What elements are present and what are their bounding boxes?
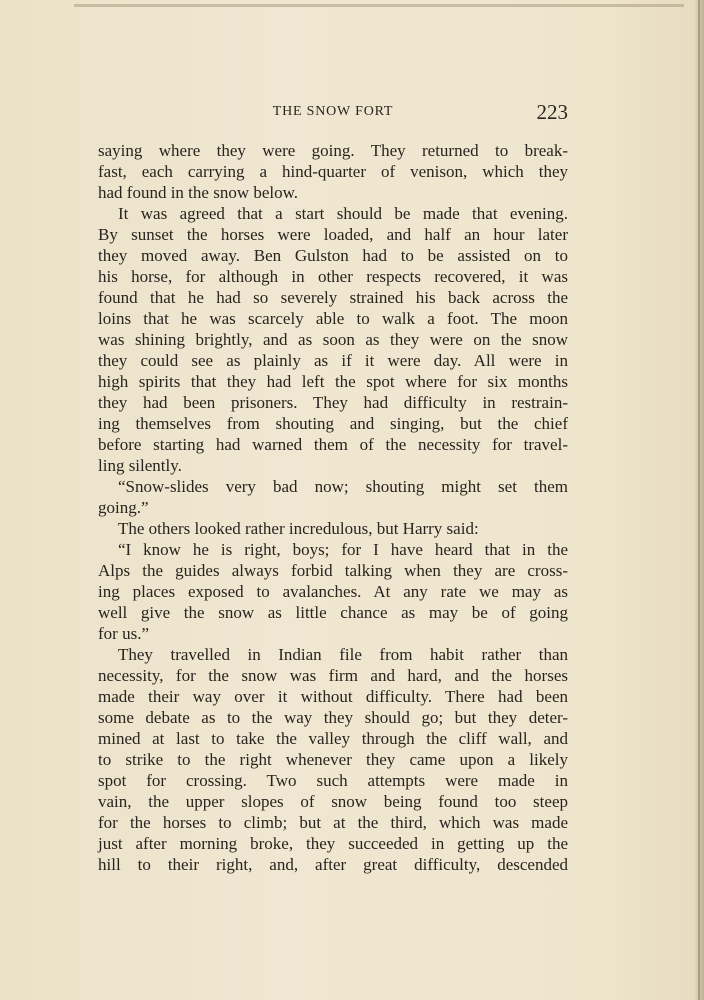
text-line: going.” [98,498,149,517]
text-line: fast, each carrying a hind-quarter of venison, which they [98,162,568,181]
running-title: THE SNOW FORT [272,104,394,119]
text-line: was shining brightly, and as soon as they were on the snow [98,330,568,349]
text-line: his horse, for although in other respects recovered, it was [98,267,568,286]
text-line: they moved away. Ben Gulston had to be assisted on to [98,246,568,265]
text-line: they could see as plainly as if it were day. All were in [98,351,568,370]
body-text [98,140,568,875]
text-line: necessity, for the snow was firm and hard, and the horses [98,666,568,685]
text-line: mined at last to take the valley through the cliff wall, and [98,729,568,748]
text-line: high spirits that they had left the spot where for six months [98,372,568,391]
page-edge-shadow [694,0,704,1000]
top-edge-rule [74,4,684,7]
text-line: saying where they were going. They returned to break- [98,141,568,160]
text-line: ling silently. [98,456,182,475]
text-line: had found in the snow below. [98,183,299,202]
text-line: By sunset the horses were loaded, and half an hour later [98,225,568,244]
text-line: ing themselves from shouting and singing, but the chief [98,414,568,433]
text-line: they had been prisoners. They had difficulty in restrain- [98,393,568,412]
page-header [98,100,568,124]
text-line: loins that he was scarcely able to walk a foot. The moon [98,309,568,328]
text-line: ing places exposed to avalanches. At any rate we may as [98,582,568,601]
text-line: well give the snow as little chance as may be of going [98,603,568,622]
text-line: found that he had so severely strained his back across the [98,288,568,307]
text-line: They travelled in Indian file from habit rather than [118,645,568,664]
text-line: just after morning broke, they succeeded in getting up the [98,834,568,853]
text-line: hill to their right, and, after great difficulty, descended [98,855,568,874]
text-line: The others looked rather incredulous, but Harry said: [118,519,479,538]
text-line: It was agreed that a start should be made that evening. [118,204,568,223]
page-number: 223 [536,100,568,124]
text-line: “Snow-slides very bad now; shouting might set them [118,477,568,496]
text-line: for us.” [98,624,149,643]
text-line: “I know he is right, boys; for I have heard that in the [118,540,568,559]
text-line: before starting had warned them of the necessity for travel- [98,435,568,454]
text-line: vain, the upper slopes of snow being found too steep [98,792,568,811]
text-line: to strike to the right whenever they came upon a likely [98,750,568,769]
text-line: for the horses to climb; but at the third, which was made [98,813,568,832]
text-line: spot for crossing. Two such attempts were made in [98,771,568,790]
text-line: Alps the guides always forbid talking when they are cross- [98,561,568,580]
text-line: made their way over it without difficulty. There had been [98,687,568,706]
text-line: some debate as to the way they should go; but they deter- [98,708,568,727]
